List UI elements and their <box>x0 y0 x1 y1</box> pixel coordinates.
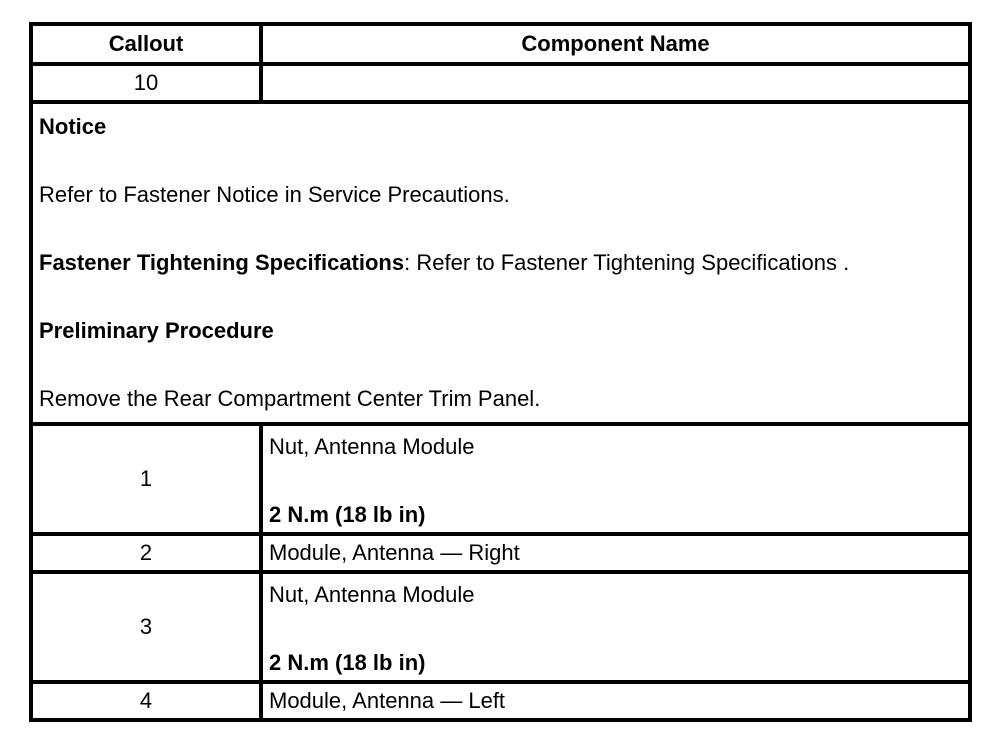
notice-cell <box>31 102 970 424</box>
torque-spec: 2 N.m (18 lb in) <box>269 650 426 675</box>
fastener-spec-text: Refer to Fastener Tightening Specifications . <box>410 250 850 275</box>
callout-cell: 3 <box>31 572 261 682</box>
preliminary-text: Remove the Rear Compartment Center Trim Panel. <box>39 386 541 411</box>
notice-row <box>31 102 970 424</box>
component-name-cell <box>261 64 970 102</box>
header-component-name: Component Name <box>261 24 970 64</box>
table-row <box>31 682 970 720</box>
component-name: Nut, Antenna Module <box>269 582 475 607</box>
header-callout: Callout <box>31 24 261 64</box>
callout-cell: 2 <box>31 534 261 572</box>
callout-cell: 4 <box>31 682 261 720</box>
notice-text: Refer to Fastener Notice in Service Precautions. <box>39 182 510 207</box>
fastener-spec-label: Fastener Tightening Specifications <box>39 250 405 275</box>
component-name-cell: Module, Antenna — Left <box>261 682 970 720</box>
callout-cell: 1 <box>31 424 261 534</box>
table-row <box>31 64 970 102</box>
fastener-spec-colon: : <box>404 250 411 275</box>
component-name: Nut, Antenna Module <box>269 434 475 459</box>
preliminary-title: Preliminary Procedure <box>39 318 274 343</box>
parts-table <box>29 22 972 722</box>
table-row <box>31 572 970 682</box>
header-row <box>31 24 970 64</box>
fastener-spec-line <box>39 246 968 280</box>
component-name-cell <box>261 424 970 534</box>
notice-title: Notice <box>39 114 107 139</box>
table-row <box>31 534 970 572</box>
component-name-cell: Module, Antenna — Right <box>261 534 970 572</box>
callout-cell: 10 <box>31 64 261 102</box>
component-name-cell <box>261 572 970 682</box>
table-row <box>31 424 970 534</box>
torque-spec: 2 N.m (18 lb in) <box>269 502 426 527</box>
